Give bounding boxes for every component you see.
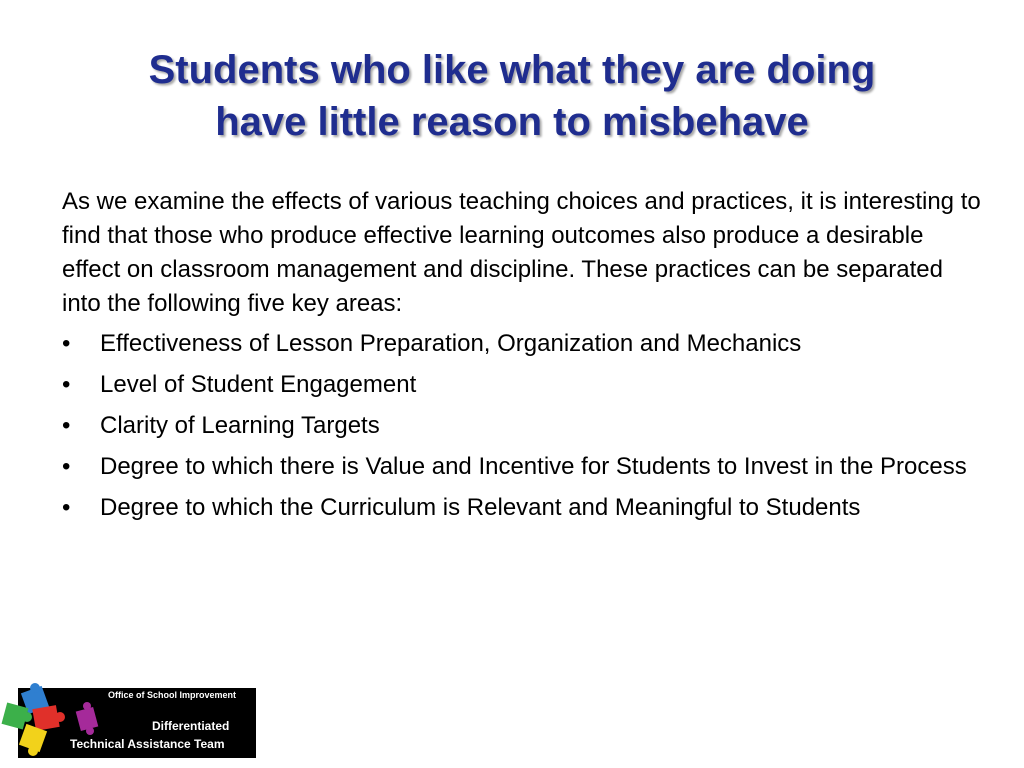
- list-item-text: Degree to which the Curriculum is Relevant and Meaningful to Students: [100, 494, 861, 521]
- bullet-icon: •: [62, 330, 71, 357]
- logo-line-2: Technical Assistance Team: [70, 737, 225, 751]
- list-item: [62, 368, 982, 402]
- list-item: [62, 327, 982, 361]
- list-item-text: Degree to which there is Value and Incentive for Students to Invest in the Process: [100, 453, 967, 480]
- puzzle-red-piece: [32, 705, 65, 731]
- slide-title: [40, 44, 984, 148]
- slide-body: [62, 185, 982, 532]
- bullet-icon: •: [62, 371, 71, 398]
- puzzle-purple-piece: [76, 702, 99, 735]
- list-item: [62, 450, 982, 484]
- list-item: [62, 491, 982, 525]
- bullet-icon: •: [62, 412, 71, 439]
- title-line-2: have little reason to misbehave: [215, 100, 809, 144]
- intro-paragraph: As we examine the effects of various teaching choices and practices, it is interesting to find that those who produce effective learning outcomes also produce a desirable effect on classroom management and discipline. These practices can be separated into the following five key areas:: [62, 188, 981, 317]
- logo: [0, 683, 258, 761]
- key-areas-list: [62, 327, 982, 525]
- list-item-text: Clarity of Learning Targets: [100, 412, 380, 439]
- logo-line-1: Differentiated: [152, 719, 230, 733]
- title-line-1: Students who like what they are doing: [148, 48, 876, 92]
- list-item-text: Effectiveness of Lesson Preparation, Organization and Mechanics: [100, 330, 802, 357]
- bullet-icon: •: [62, 494, 71, 521]
- list-item: [62, 409, 982, 443]
- logo-office-text: Office of School Improvement: [108, 690, 237, 700]
- bullet-icon: •: [62, 453, 71, 480]
- list-item-text: Level of Student Engagement: [100, 371, 417, 398]
